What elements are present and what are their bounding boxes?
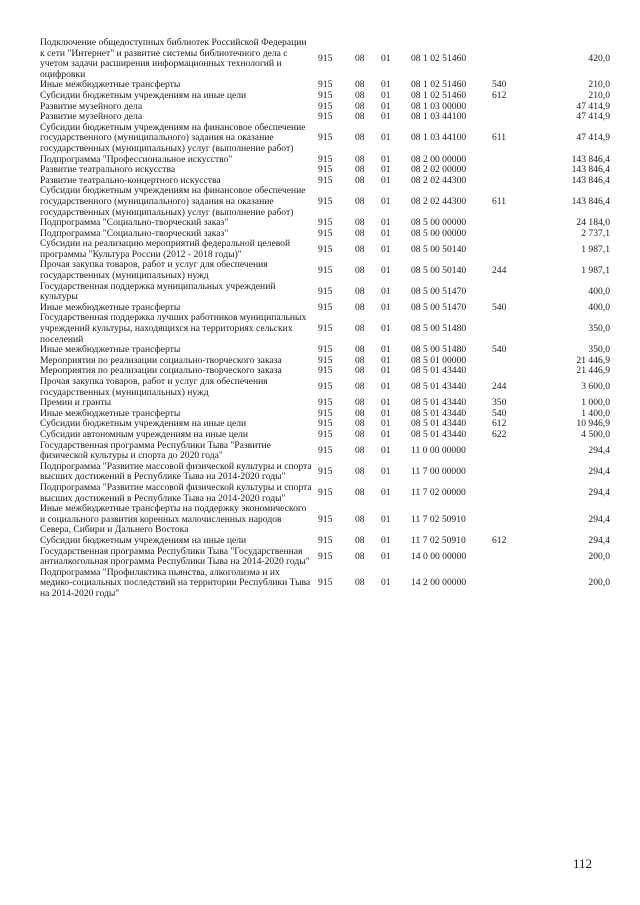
- row-name: Подключение общедоступных библиотек Российской Федерации к сети "Интернет" и развитие системы библиотечного дела с учетом задачи расширения информационных технологий и оцифровки: [40, 37, 307, 80]
- row-amount: 10 946,9: [576, 418, 610, 430]
- row-section: 08: [355, 243, 365, 255]
- row-amount: 294,4: [588, 466, 610, 478]
- row-name: Развитие театрально-концертного искусства: [40, 174, 221, 186]
- row-expense-type: [492, 176, 525, 187]
- row-grbs: 915: [318, 164, 333, 176]
- table-row: [40, 568, 610, 600]
- row-expense-type: [492, 313, 525, 345]
- row-grbs: 915: [318, 227, 333, 239]
- row-section: 08: [355, 466, 365, 478]
- row-target-article: 08 5 00 00000: [411, 217, 467, 229]
- row-target-article: 08 5 01 43440: [411, 428, 467, 440]
- row-subsection: 01: [381, 217, 391, 229]
- row-amount: 1 987,1: [581, 243, 610, 255]
- row-section: 08: [355, 344, 365, 356]
- row-grbs: 915: [318, 79, 333, 91]
- budget-table: [40, 38, 610, 599]
- row-subsection: 01: [381, 164, 391, 176]
- row-subsection: 01: [381, 100, 391, 112]
- row-name: Мероприятия по реализации социально-творческого заказа: [40, 365, 282, 377]
- table-row: [40, 282, 610, 303]
- row-name: Мероприятия по реализации социально-творческого заказа: [40, 354, 282, 366]
- row-name: Субсидии бюджетным учреждениям на финансовое обеспечение государственного (муниципального) задания на оказание государственных (муниципальных) услуг (выполнение работ): [40, 185, 306, 218]
- row-expense-type: [492, 483, 525, 504]
- row-grbs: 915: [318, 132, 333, 144]
- row-subsection: 01: [381, 323, 391, 335]
- row-target-article: 11 7 02 00000: [411, 487, 466, 499]
- row-expense-type: [492, 356, 525, 367]
- row-section: 08: [355, 164, 365, 176]
- row-grbs: 915: [318, 354, 333, 366]
- row-grbs: 915: [318, 111, 333, 123]
- row-grbs: 915: [318, 153, 333, 165]
- row-section: 08: [355, 264, 365, 276]
- row-section: 08: [355, 365, 365, 377]
- row-name: Прочая закупка товаров, работ и услуг для обеспечения государственных (муниципальных) нужд: [40, 376, 268, 398]
- row-section: 08: [355, 217, 365, 229]
- row-section: 08: [355, 354, 365, 366]
- row-grbs: 915: [318, 264, 333, 276]
- row-amount: 1 987,1: [581, 264, 610, 276]
- row-subsection: 01: [381, 428, 391, 440]
- row-subsection: 01: [381, 153, 391, 165]
- row-grbs: 915: [318, 174, 333, 186]
- row-grbs: 915: [318, 407, 333, 419]
- row-target-article: 11 7 02 50910: [411, 534, 466, 546]
- row-section: 08: [355, 407, 365, 419]
- row-expense-type: [492, 102, 525, 113]
- row-target-article: 08 2 02 44300: [411, 195, 467, 207]
- row-amount: 210,0: [588, 79, 610, 91]
- row-expense-type: 622: [492, 428, 507, 440]
- row-subsection: 01: [381, 444, 391, 456]
- row-section: 08: [355, 513, 365, 525]
- row-section: 08: [355, 301, 365, 313]
- row-grbs: 915: [318, 89, 333, 101]
- row-amount: 24 184,0: [576, 217, 610, 229]
- row-expense-type: [492, 441, 525, 462]
- row-target-article: 08 5 00 50140: [411, 243, 467, 255]
- row-section: 08: [355, 89, 365, 101]
- row-expense-type: [492, 38, 525, 80]
- row-amount: 210,0: [588, 89, 610, 101]
- row-amount: 350,0: [588, 323, 610, 335]
- row-name: Государственная поддержка муниципальных учреждений культуры: [40, 280, 276, 303]
- row-expense-type: [492, 547, 525, 568]
- row-subsection: 01: [381, 487, 391, 499]
- row-target-article: 08 2 00 00000: [411, 153, 467, 165]
- table-row: [40, 313, 610, 345]
- row-target-article: 08 5 00 51480: [411, 323, 467, 335]
- row-expense-type: 540: [492, 301, 507, 313]
- table-row: [40, 504, 610, 536]
- row-name: Прочая закупка товаров, работ и услуг для обеспечения государственных (муниципальных) нужд: [40, 259, 268, 282]
- row-amount: 143 846,4: [571, 195, 610, 207]
- row-grbs: 915: [318, 365, 333, 377]
- row-subsection: 01: [381, 418, 391, 430]
- row-subsection: 01: [381, 301, 391, 313]
- row-target-article: 14 0 00 00000: [411, 550, 467, 562]
- row-grbs: 915: [318, 466, 333, 478]
- row-expense-type: 612: [492, 534, 507, 546]
- row-amount: 21 446,9: [576, 354, 610, 366]
- row-target-article: 11 7 00 00000: [411, 466, 466, 478]
- row-name: Государственная поддержка лучших работников муниципальных учреждений культуры, находящихся на территориях сельских поселений: [40, 312, 307, 345]
- row-expense-type: [492, 239, 525, 260]
- row-name: Иные межбюджетные трансферты: [40, 344, 181, 356]
- row-target-article: 08 5 00 50140: [411, 264, 467, 276]
- row-grbs: 915: [318, 217, 333, 229]
- row-subsection: 01: [381, 354, 391, 366]
- row-subsection: 01: [381, 577, 391, 589]
- row-section: 08: [355, 111, 365, 123]
- table-row: [40, 441, 610, 462]
- row-section: 08: [355, 534, 365, 546]
- row-section: 08: [355, 100, 365, 112]
- row-section: 08: [355, 577, 365, 589]
- row-expense-type: 611: [492, 132, 507, 144]
- row-grbs: 915: [318, 550, 333, 562]
- row-expense-type: 612: [492, 89, 507, 101]
- row-grbs: 915: [318, 381, 333, 393]
- row-section: 08: [355, 52, 365, 64]
- row-amount: 2 737,1: [581, 227, 610, 239]
- row-amount: 420,0: [588, 52, 610, 64]
- row-name: Подпрограмма "Развитие массовой физической культуры и спорта высших достижений в Республике Тыва на 2014-2020 годы": [40, 481, 312, 504]
- row-section: 08: [355, 79, 365, 91]
- row-subsection: 01: [381, 397, 391, 409]
- row-name: Подпрограмма "Социально-творческий заказ": [40, 227, 229, 239]
- row-amount: 143 846,4: [571, 164, 610, 176]
- row-section: 08: [355, 418, 365, 430]
- row-section: 08: [355, 323, 365, 335]
- row-amount: 3 600,0: [581, 381, 610, 393]
- row-name: Государственная программа Республики Тыва "Государственная антиалкогольная программа Республики Тыва на 2014-2020 годы": [40, 545, 310, 568]
- row-section: 08: [355, 487, 365, 499]
- row-expense-type: [492, 229, 525, 240]
- row-expense-type: 540: [492, 79, 507, 91]
- table-row: [40, 430, 610, 441]
- row-grbs: 915: [318, 195, 333, 207]
- row-amount: 400,0: [588, 285, 610, 297]
- page-number: 112: [573, 856, 593, 871]
- row-target-article: 08 5 01 43440: [411, 397, 467, 409]
- row-amount: 294,4: [588, 513, 610, 525]
- row-subsection: 01: [381, 381, 391, 393]
- row-subsection: 01: [381, 365, 391, 377]
- row-amount: 294,4: [588, 534, 610, 546]
- row-section: 08: [355, 227, 365, 239]
- row-subsection: 01: [381, 344, 391, 356]
- row-subsection: 01: [381, 407, 391, 419]
- row-section: 08: [355, 153, 365, 165]
- table-row: [40, 483, 610, 504]
- row-grbs: 915: [318, 577, 333, 589]
- row-expense-type: [492, 282, 525, 303]
- row-name: Подпрограмма "Развитие массовой физической культуры и спорта высших достижений в Республике Тыва на 2014-2020 годы": [40, 460, 312, 483]
- row-expense-type: 244: [492, 381, 507, 393]
- row-grbs: 915: [318, 323, 333, 335]
- row-section: 08: [355, 428, 365, 440]
- row-target-article: 08 5 01 43440: [411, 365, 467, 377]
- row-amount: 47 414,9: [576, 111, 610, 123]
- row-grbs: 915: [318, 52, 333, 64]
- row-target-article: 08 1 03 44100: [411, 132, 467, 144]
- table-row: [40, 186, 610, 218]
- row-target-article: 08 1 02 51460: [411, 79, 467, 91]
- row-amount: 400,0: [588, 301, 610, 313]
- row-expense-type: [492, 504, 525, 536]
- table-row: [40, 38, 610, 80]
- row-target-article: 08 1 02 51460: [411, 89, 467, 101]
- row-target-article: 08 1 02 51460: [411, 52, 467, 64]
- row-target-article: 08 1 03 00000: [411, 100, 467, 112]
- row-name: Развитие музейного дела: [40, 111, 143, 123]
- row-name: Развитие театрального искусства: [40, 164, 176, 176]
- row-section: 08: [355, 132, 365, 144]
- row-expense-type: 611: [492, 195, 507, 207]
- row-section: 08: [355, 285, 365, 297]
- row-grbs: 915: [318, 428, 333, 440]
- row-name: Субсидии бюджетным учреждениям на иные цели: [40, 89, 247, 101]
- row-amount: 47 414,9: [576, 132, 610, 144]
- row-amount: 143 846,4: [571, 153, 610, 165]
- table-row: [40, 91, 610, 102]
- row-amount: 4 500,0: [581, 428, 610, 440]
- row-expense-type: 244: [492, 264, 507, 276]
- row-name: Субсидии автономным учреждениям на иные цели: [40, 428, 249, 440]
- row-expense-type: [492, 462, 525, 483]
- row-subsection: 01: [381, 285, 391, 297]
- row-grbs: 915: [318, 534, 333, 546]
- row-amount: 1 400,0: [581, 407, 610, 419]
- row-target-article: 08 1 03 44100: [411, 111, 467, 123]
- row-name: Субсидии бюджетным учреждениям на иные цели: [40, 418, 247, 430]
- row-target-article: 08 5 01 43440: [411, 407, 467, 419]
- row-subsection: 01: [381, 174, 391, 186]
- row-amount: 294,4: [588, 444, 610, 456]
- row-amount: 21 446,9: [576, 365, 610, 377]
- row-amount: 350,0: [588, 344, 610, 356]
- row-subsection: 01: [381, 227, 391, 239]
- row-section: 08: [355, 444, 365, 456]
- row-target-article: 08 2 02 44300: [411, 174, 467, 186]
- row-grbs: 915: [318, 513, 333, 525]
- row-subsection: 01: [381, 550, 391, 562]
- row-grbs: 915: [318, 344, 333, 356]
- row-name: Премии и гранты: [40, 397, 112, 409]
- row-expense-type: 612: [492, 418, 507, 430]
- table-row: [40, 462, 610, 483]
- row-subsection: 01: [381, 466, 391, 478]
- row-subsection: 01: [381, 132, 391, 144]
- row-subsection: 01: [381, 195, 391, 207]
- row-expense-type: 540: [492, 344, 507, 356]
- row-section: 08: [355, 195, 365, 207]
- row-amount: 143 846,4: [571, 174, 610, 186]
- table-row: [40, 260, 610, 281]
- row-subsection: 01: [381, 111, 391, 123]
- row-grbs: 915: [318, 100, 333, 112]
- row-target-article: 11 0 00 00000: [411, 444, 466, 456]
- table-row: [40, 536, 610, 547]
- row-target-article: 08 5 01 43440: [411, 381, 467, 393]
- row-amount: 47 414,9: [576, 100, 610, 112]
- row-name: Государственная программа Республики Тыва "Развитие физической культуры и спорта до 2020 года": [40, 439, 271, 462]
- table-row: [40, 239, 610, 260]
- row-subsection: 01: [381, 513, 391, 525]
- row-name: Подпрограмма "Профессиональное искусство": [40, 153, 233, 165]
- row-amount: 200,0: [588, 577, 610, 589]
- row-subsection: 01: [381, 79, 391, 91]
- row-name: Развитие музейного дела: [40, 100, 143, 112]
- row-grbs: 915: [318, 301, 333, 313]
- row-expense-type: [492, 366, 525, 377]
- row-target-article: 08 5 00 00000: [411, 227, 467, 239]
- row-name: Субсидии бюджетным учреждениям на финансовое обеспечение государственного (муниципального) задания на оказание государственных (муниципальных) услуг (выполнение работ): [40, 121, 306, 154]
- row-name: Подпрограмма "Социально-творческий заказ": [40, 217, 229, 229]
- row-target-article: 08 5 01 43440: [411, 418, 467, 430]
- row-target-article: 08 5 00 51470: [411, 301, 467, 313]
- row-section: 08: [355, 550, 365, 562]
- table-row: [40, 547, 610, 568]
- row-expense-type: [492, 112, 525, 123]
- row-expense-type: [492, 568, 525, 600]
- table-row: [40, 123, 610, 155]
- row-amount: 1 000,0: [581, 397, 610, 409]
- row-grbs: 915: [318, 285, 333, 297]
- row-name: Иные межбюджетные трансферты: [40, 407, 181, 419]
- row-target-article: 08 5 00 51470: [411, 285, 467, 297]
- row-grbs: 915: [318, 418, 333, 430]
- row-expense-type: 540: [492, 407, 507, 419]
- row-name: Подпрограмма "Профилактика пьянства, алкоголизма и их медико-социальных последствий на территории Республики Тыва на 2014-2020 годы": [40, 566, 311, 599]
- row-target-article: 11 7 02 50910: [411, 513, 466, 525]
- table-body: [40, 38, 610, 599]
- row-section: 08: [355, 397, 365, 409]
- row-expense-type: [492, 155, 525, 166]
- row-expense-type: [492, 218, 525, 229]
- row-subsection: 01: [381, 52, 391, 64]
- row-subsection: 01: [381, 534, 391, 546]
- row-name: Иные межбюджетные трансферты: [40, 79, 181, 91]
- row-subsection: 01: [381, 264, 391, 276]
- row-target-article: 08 2 02 00000: [411, 164, 467, 176]
- row-name: Субсидии бюджетным учреждениям на иные цели: [40, 534, 247, 546]
- row-grbs: 915: [318, 444, 333, 456]
- row-subsection: 01: [381, 89, 391, 101]
- row-subsection: 01: [381, 243, 391, 255]
- row-grbs: 915: [318, 397, 333, 409]
- row-target-article: 08 5 01 00000: [411, 354, 467, 366]
- table-row: [40, 377, 610, 398]
- row-amount: 200,0: [588, 550, 610, 562]
- row-expense-type: [492, 165, 525, 176]
- row-grbs: 915: [318, 243, 333, 255]
- row-target-article: 14 2 00 00000: [411, 577, 467, 589]
- row-expense-type: 350: [492, 397, 507, 409]
- row-target-article: 08 5 00 51480: [411, 344, 467, 356]
- row-grbs: 915: [318, 487, 333, 499]
- row-name: Иные межбюджетные трансферты: [40, 301, 181, 313]
- row-section: 08: [355, 381, 365, 393]
- row-name: Иные межбюджетные трансферты на поддержку экономического и социального развития коренных малочисленных народов Севера, Сибири и Дальнего Востока: [40, 503, 307, 536]
- row-amount: 294,4: [588, 487, 610, 499]
- row-section: 08: [355, 174, 365, 186]
- row-name: Субсидии на реализацию мероприятий федеральной целевой программы "Культура России (2012 - 2018 годы)": [40, 238, 291, 260]
